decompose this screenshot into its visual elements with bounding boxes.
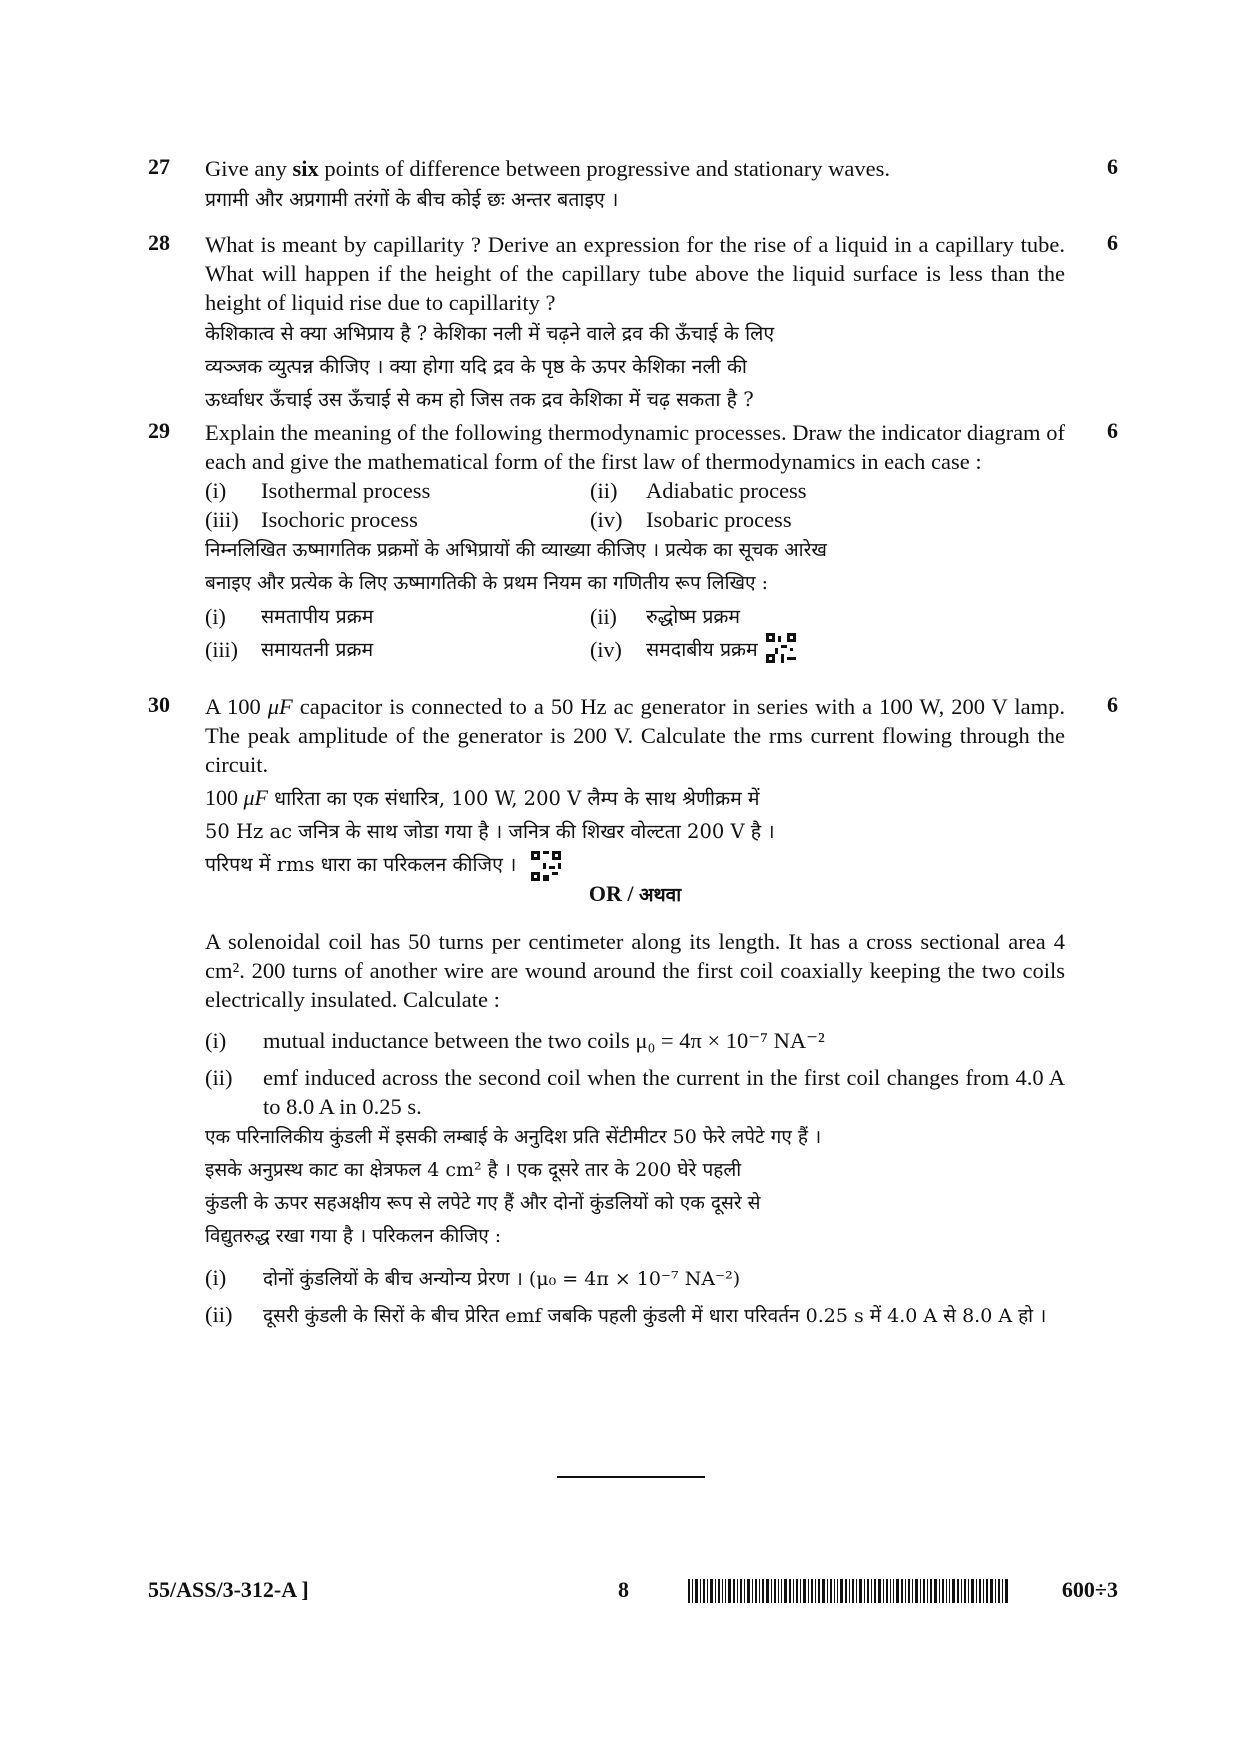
option: (iii) Isochoric process <box>205 507 418 532</box>
alternative-question-text-hi-line: एक परिनालिकीय कुंडली में इसकी लम्बाई के अनुदिश प्रति सेंटीमीटर 50 फेरे लपेटे गए हैं । <box>205 1126 822 1148</box>
question-text-hi-line: व्यञ्जक व्युत्पन्न कीजिए । क्या होगा यदि द्रव के पृष्ठ के ऊपर केशिका नली की <box>205 355 747 378</box>
barcode-icon <box>688 1579 1008 1603</box>
alternative-question-text-hi-line: कुंडली के ऊपर सहअक्षीय रूप से लपेटे गए हैं और दोनों कुंडलियों को एक दूसरे से <box>205 1192 761 1214</box>
alternative-question-text-en: A solenoidal coil has 50 turns per centimeter along its length. It has a cross sectional area 4 cm². 200 turns of another wire are wound around the first coil coaxially keeping the two coils electrically insulated. Calculate : <box>205 929 1065 1012</box>
question-text-en: What is meant by capillarity ? Derive an expression for the rise of a liquid in a capillary tube. What will happen if the height of the capillary tube above the liquid surface is less than the height of liquid rise due to capillarity ? <box>205 232 1065 315</box>
alternative-question-text-hi-line: विद्युतरुद्ध रखा गया है । परिकलन कीजिए : <box>205 1225 502 1247</box>
question-number: 29 <box>148 418 170 443</box>
question-text-en: Explain the meaning of the following thermodynamic processes. Draw the indicator diagram of each and give the mathematical form of the first law of thermodynamics in each case : <box>205 420 1065 474</box>
page-number: 8 <box>618 1577 629 1602</box>
question-27 <box>148 154 1118 224</box>
question-29 <box>148 418 1118 683</box>
question-number: 30 <box>148 692 170 717</box>
or-separator: OR / अथवा <box>588 881 682 906</box>
sub-question: (i) mutual inductance between the two coils μ₀ = 4π × 10⁻⁷ NA⁻² <box>205 1028 825 1053</box>
question-marks: 6 <box>1107 230 1118 255</box>
question-30 <box>148 692 1118 1472</box>
option: (iii) समायतनी प्रक्रम <box>205 637 374 662</box>
question-body <box>205 418 1065 666</box>
option-grid-hi <box>205 600 1065 666</box>
option-grid-en <box>205 476 1065 534</box>
sub-question-hi: (i) दोनों कुंडलियों के बीच अन्योन्य प्रेरण । (μ₀ = 4π × 10⁻⁷ NA⁻²) <box>205 1265 741 1290</box>
option: (i) Isothermal process <box>205 478 431 503</box>
question-marks: 6 <box>1107 154 1118 179</box>
question-number: 27 <box>148 154 170 179</box>
question-text-en: Give any six points of difference between progressive and stationary waves. <box>205 156 891 181</box>
question-text-hi-line: परिपथ में rms धारा का परिकलन कीजिए । <box>205 848 1065 881</box>
option: (i) समतापीय प्रक्रम <box>205 604 374 629</box>
option: (ii) रुद्धोष्म प्रक्रम <box>590 604 741 629</box>
option: (iv) Isobaric process <box>590 507 792 532</box>
end-rule <box>557 1476 705 1478</box>
question-body <box>205 692 1065 1332</box>
question-text-hi-line: केशिकात्व से क्या अभिप्राय है ? केशिका नली में चढ़ने वाले द्रव की ऊँचाई के लिए <box>205 322 775 345</box>
question-text-hi-line: ऊर्ध्वाधर ऊँचाई उस ऊँचाई से कम हो जिस तक द्रव केशिका में चढ़ सकता है ? <box>205 388 754 411</box>
page-footer <box>148 1577 1118 1617</box>
question-text-hi-line: 100 μF धारिता का एक संधारित्र, 100 W, 200 V लैम्प के साथ श्रेणीक्रम में <box>205 785 760 810</box>
question-body <box>205 230 1065 416</box>
qr-code-icon <box>766 633 796 663</box>
option: (iv) समदाबीय प्रक्रम <box>590 633 1060 666</box>
question-marks: 6 <box>1107 692 1118 717</box>
option: (ii) Adiabatic process <box>590 478 807 503</box>
question-text-en: A 100 μF capacitor is connected to a 50 Hz ac generator in series with a 100 W, 200 V lamp. The peak amplitude of the generator is 200 V. Calculate the rms current flowing through the circuit. <box>205 694 1065 777</box>
question-number: 28 <box>148 230 170 255</box>
question-marks: 6 <box>1107 418 1118 443</box>
question-body <box>205 154 1065 216</box>
alternative-question-text-hi-line: इसके अनुप्रस्थ काट का क्षेत्रफल 4 cm² है । एक दूसरे तार के 200 घेरे पहली <box>205 1159 742 1181</box>
question-text-hi-line: बनाइए और प्रत्येक के लिए ऊष्मागतिकी के प्रथम नियम का गणितीय रूप लिखिए : <box>205 572 768 594</box>
paper-code: 55/ASS/3-312-A ] <box>148 1577 309 1602</box>
question-28 <box>148 230 1118 410</box>
sub-question: (ii) emf induced across the second coil when the current in the first coil changes from 4.0 A to 8.0 A in 0.25 s. <box>205 1065 1065 1119</box>
question-text-hi-line: निम्नलिखित ऊष्मागतिक प्रक्रमों के अभिप्रायों की व्याख्या कीजिए । प्रत्येक का सूचक आरेख <box>205 539 827 561</box>
question-text-hi-line: 50 Hz ac जनित्र के साथ जोडा गया है । जनित्र की शिखर वोल्टता 200 V है । <box>205 820 775 843</box>
page-code-right: 600÷3 <box>1061 1577 1118 1602</box>
question-text-hi: प्रगामी और अप्रगामी तरंगों के बीच कोई छः अन्तर बताइए । <box>205 188 619 211</box>
qr-code-icon <box>531 851 561 881</box>
sub-question-hi: (ii) दूसरी कुंडली के सिरों के बीच प्रेरित emf जबकि पहली कुंडली में धारा परिवर्तन 0.25 s में 4.0 A से 8.0 A हो । <box>205 1302 1047 1327</box>
